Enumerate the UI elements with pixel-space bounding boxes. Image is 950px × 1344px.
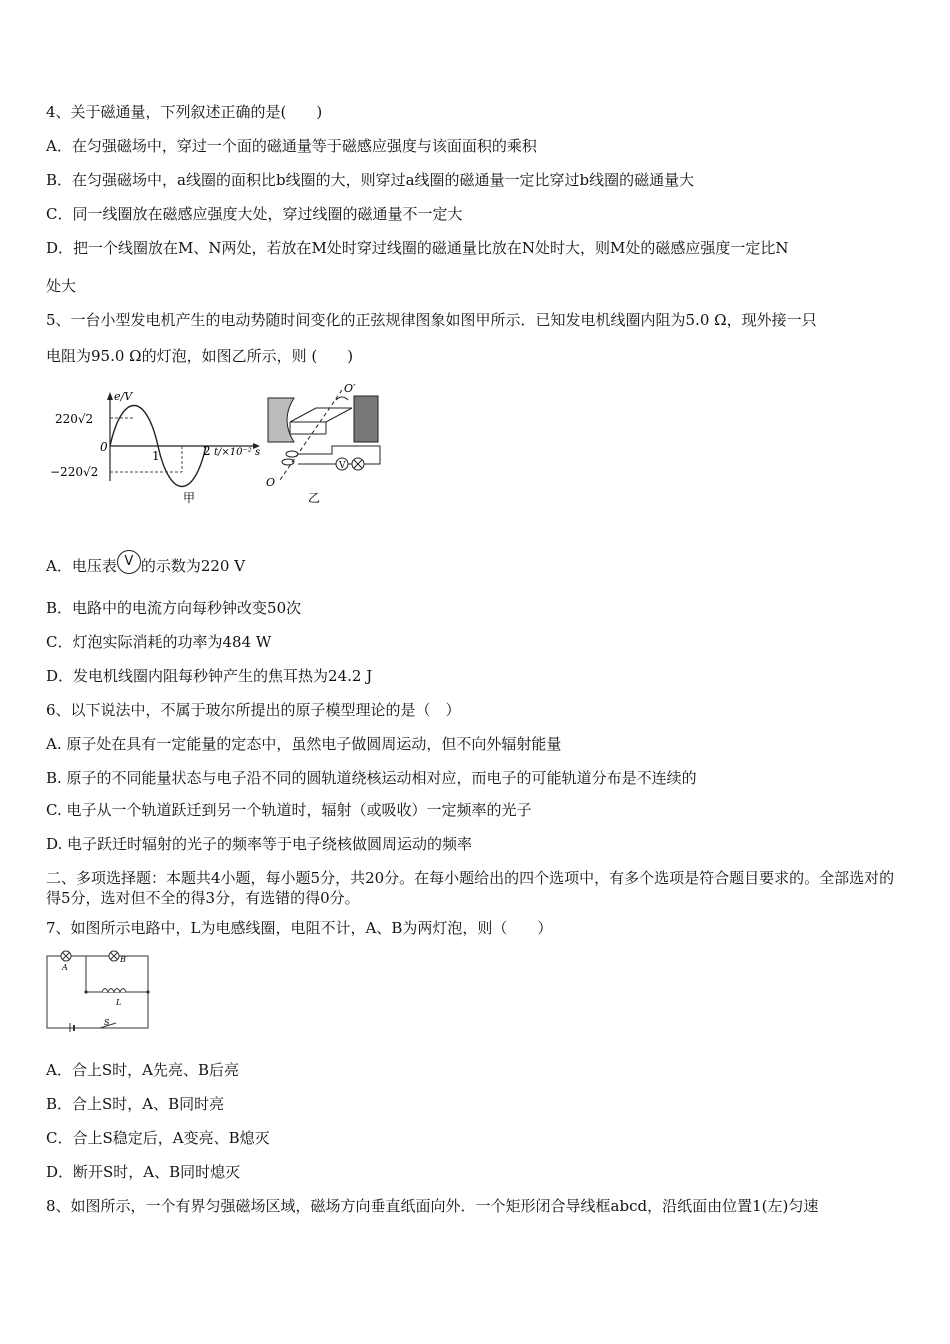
- magnet-south-pole: [354, 396, 378, 442]
- origin-label: 0: [100, 440, 108, 454]
- q4-stem: 4、关于磁通量，下列叙述正确的是( ): [46, 103, 323, 121]
- lamp-a-label: A: [62, 963, 68, 972]
- q5-option-d: D．发电机线圈内阻每秒钟产生的焦耳热为24.2 J: [46, 667, 373, 685]
- q5-option-b: B．电路中的电流方向每秒钟改变50次: [46, 599, 302, 617]
- coil-body: [290, 422, 326, 434]
- q7-option-c: C．合上S稳定后，A变亮、B熄灭: [46, 1129, 270, 1147]
- y-axis-arrow: [107, 392, 113, 400]
- switch-label: S: [104, 1018, 110, 1027]
- q4-option-d-line1: D．把一个线圈放在M、N两处，若放在M处时穿过线圈的磁通量比放在N处时大，则M处的磁感应强度一定比N: [46, 239, 789, 257]
- voltmeter-symbol-label: V: [339, 461, 346, 471]
- y-bottom-label: −220√2: [50, 465, 99, 479]
- q7-option-a: A．合上S时，A先亮、B后亮: [46, 1061, 239, 1079]
- q7-option-d: D．断开S时，A、B同时熄灭: [46, 1163, 241, 1181]
- y-top-label: 220√2: [55, 412, 94, 426]
- q7-stem: 7、如图所示电路中，L为电感线圈，电阻不计，A、B为两灯泡，则（ ）: [46, 919, 553, 937]
- q4-option-a: A．在匀强磁场中，穿过一个面的磁通量等于磁感应强度与该面面积的乘积: [46, 137, 537, 155]
- y-axis-label: e/V: [114, 390, 133, 403]
- figure-jia-caption: 甲: [183, 491, 196, 505]
- q4-option-d-line2: 处大: [46, 277, 77, 295]
- figure-yi-caption: 乙: [308, 491, 321, 505]
- x-axis-label: t/×10⁻² s: [214, 447, 261, 458]
- q4-option-b: B．在匀强磁场中，a线圈的面积比b线圈的大，则穿过a线圈的磁通量一定比穿过b线圈的磁通量大: [46, 171, 695, 189]
- inductor-label: L: [116, 998, 122, 1007]
- q7-circuit-figure: [44, 946, 154, 1032]
- q5-option-a: [46, 550, 245, 576]
- q5-option-a-suffix: 的示数为220 V: [140, 557, 246, 575]
- q6-stem: 6、以下说法中，不属于玻尔所提出的原子模型理论的是（ ）: [46, 701, 461, 719]
- q5-figure-jia: [48, 386, 276, 506]
- q6-option-a: A. 原子处在具有一定能量的定态中，虽然电子做圆周运动，但不向外辐射能量: [46, 735, 562, 753]
- q8-stem: 8、如图所示，一个有界匀强磁场区域，磁场方向垂直纸面向外．一个矩形闭合导线框abcd，沿纸面由位置1(左)匀速: [46, 1197, 819, 1215]
- q5-figure-yi: [258, 382, 393, 506]
- junction-dot-right: [146, 990, 149, 993]
- axis-bottom-label: O: [266, 476, 276, 489]
- voltmeter-icon: V: [117, 550, 141, 574]
- axis-top-label: O′: [344, 382, 356, 395]
- q6-option-b: B. 原子的不同能量状态与电子沿不同的圆轨道绕核运动相对应，而电子的可能轨道分布是不连续的: [46, 769, 697, 787]
- q6-option-c: C. 电子从一个轨道跃迁到另一个轨道时，辐射（或吸收）一定频率的光子: [46, 801, 532, 819]
- q5-option-c: C．灯泡实际消耗的功率为484 W: [46, 633, 272, 651]
- rotation-arrow: [336, 397, 348, 400]
- slip-ring-1: [286, 451, 298, 457]
- q4-option-c: C．同一线圈放在磁感应强度大处，穿过线圈的磁通量不一定大: [46, 205, 463, 223]
- q6-option-d: D. 电子跃迁时辐射的光子的频率等于电子绕核做圆周运动的频率: [46, 835, 473, 853]
- q5-stem-line2: 电阻为95.0 Ω的灯泡，如图乙所示，则 ( ): [46, 347, 354, 365]
- q5-stem-line1: 5、一台小型发电机产生的电动势随时间变化的正弦规律图象如图甲所示．已知发电机线圈内阻为5.0 Ω，现外接一只: [46, 311, 817, 329]
- lamp-b-label: B: [120, 955, 126, 964]
- q5-option-a-prefix: A．电压表: [46, 557, 117, 575]
- section-2-instructions: 二、多项选择题：本题共4小题，每小题5分，共20分。在每小题给出的四个选项中，有多个选项是符合题目要求的。全部选对的得5分，选对但不全的得3分，有选错的得0分。: [46, 869, 895, 907]
- inductor-coil: [102, 989, 126, 993]
- q7-option-b: B．合上S时，A、B同时亮: [46, 1095, 225, 1113]
- tick-2-label: 2: [203, 444, 211, 458]
- junction-dot: [84, 990, 87, 993]
- tick-1-label: 1: [152, 449, 160, 463]
- magnet-north-pole: [268, 398, 294, 442]
